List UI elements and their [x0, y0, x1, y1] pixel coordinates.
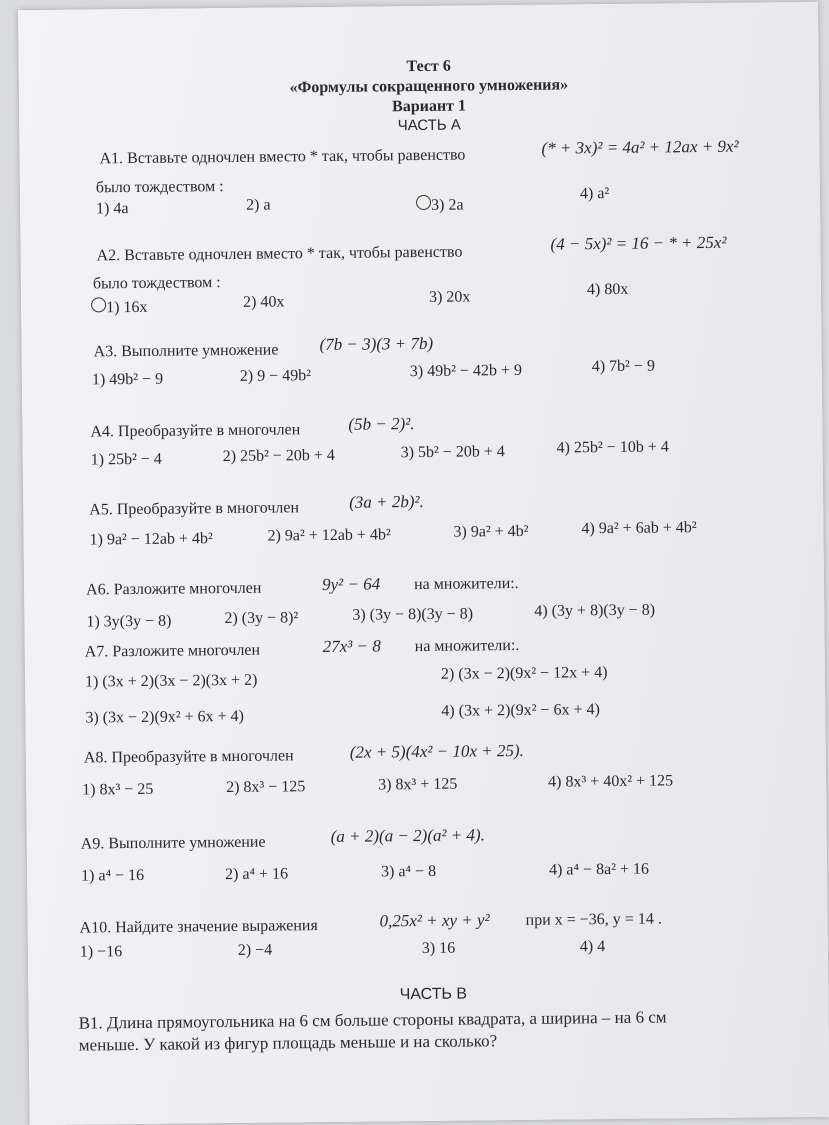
question-a4-expression: (5b − 2)².: [348, 414, 415, 434]
question-a3-text: А3. Выполните умножение: [93, 341, 279, 361]
question-a1-option-3-text: 3) 2a: [430, 196, 464, 214]
question-a4-option-2: 2) 25b² − 20b + 4: [222, 446, 335, 466]
question-a10-tail: при x = −36, y = 14 .: [525, 910, 662, 929]
question-a6-option-1: 1) 3y(3y − 8): [86, 612, 172, 631]
question-a6-text: А6. Разложите многочлен: [86, 579, 262, 599]
question-a1-option-1: 1) 4a: [96, 200, 129, 218]
test-sheet: [18, 2, 829, 1125]
question-a8-option-1: 1) 8x³ − 25: [82, 780, 154, 799]
question-a7-text: А7. Разложите многочлен: [84, 641, 261, 661]
question-a5-option-4: 4) 9a² + 6ab + 4b²: [581, 519, 697, 538]
question-a10-expression: 0,25x² + xy + y²: [379, 910, 490, 931]
question-a9-text: А9. Выполните умножение: [80, 833, 266, 853]
question-a5-expression: (3a + 2b)².: [349, 491, 424, 512]
question-a2-option-4: 4) 80x: [586, 280, 629, 299]
question-a4-option-4: 4) 25b² − 10b + 4: [556, 438, 669, 457]
question-a6-option-4: 4) (3y + 8)(3y − 8): [534, 601, 656, 620]
part-a-title: ЧАСТЬ А: [397, 116, 461, 135]
question-a5-text: А5. Преобразуйте в многочлен: [89, 499, 300, 519]
question-a5-option-2: 2) 9a² + 12ab + 4b²: [267, 526, 391, 545]
question-b1-line-2: меньше. У какой из фигур площадь меньше и на сколько?: [78, 1031, 498, 1055]
question-a7-option-4: 4) (3x + 2)(9x² − 6x + 4): [441, 701, 600, 720]
question-a10-option-3: 3) 16: [421, 939, 456, 958]
question-a7-option-3: 3) (3x − 2)(9x² + 6x + 4): [85, 707, 245, 727]
question-a9-expression: (a + 2)(a − 2)(a² + 4).: [330, 825, 486, 846]
question-a3-option-2: 2) 9 − 49b²: [239, 367, 312, 385]
question-a2-option-1-text: 1) 16x: [106, 298, 148, 317]
question-a3-option-4: 4) 7b² − 9: [591, 357, 656, 376]
question-a7-option-1: 1) (3x + 2)(3x − 2)(3x + 2): [84, 671, 258, 691]
question-a8-option-2: 2) 8x³ − 125: [226, 778, 306, 797]
question-a9-option-4: 4) a⁴ − 8a² + 16: [548, 860, 650, 879]
question-a8-option-4: 4) 8x³ + 40x² + 125: [548, 772, 674, 791]
question-a3-option-1: 1) 49b² − 9: [91, 370, 164, 389]
question-a10-text: А10. Найдите значение выражения: [79, 917, 318, 937]
question-a3-option-3: 3) 49b² − 42b + 9: [409, 361, 523, 381]
question-a2-expression: (4 − 5x)² = 16 − * + 25x²: [550, 232, 727, 254]
question-a1-option-3: [416, 195, 464, 215]
question-a8-expression: (2x + 5)(4x² − 10x + 25).: [349, 740, 524, 762]
question-a5-option-3: 3) 9a² + 4b²: [453, 522, 529, 541]
question-a1-expression: (* + 3x)² = 4a² + 12ax + 9x²: [541, 136, 739, 158]
answer-mark-circle-icon: [91, 297, 106, 312]
question-b1-line-1: В1. Длина прямоугольника на 6 см больше стороны квадрата, а ширина – на 6 см: [78, 1007, 667, 1033]
question-a2-option-3: 3) 20x: [428, 288, 471, 306]
question-a9-option-2: 2) a⁴ + 16: [224, 865, 289, 884]
question-a7-option-2: 2) (3x − 2)(9x² − 12x + 4): [440, 664, 608, 683]
question-a1-continuation: было тождеством :: [95, 178, 224, 197]
question-a1-option-2: 2) a: [245, 196, 271, 214]
question-a1-option-4: 4) a²: [579, 185, 610, 203]
question-a8-text: А8. Преобразуйте в многочлен: [83, 747, 294, 767]
question-a4-option-1: 1) 25b² − 4: [90, 450, 162, 469]
question-a6-option-3: 3) (3y − 8)(3y − 8): [352, 605, 474, 624]
question-a8-option-3: 3) 8x³ + 125: [378, 775, 458, 794]
question-a4-option-3: 3) 5b² − 20b + 4: [400, 443, 505, 462]
question-a6-tail: на множители:.: [413, 574, 519, 594]
question-a6-option-2: 2) (3y − 8)²: [224, 609, 299, 628]
question-a10-option-4: 4) 4: [579, 938, 606, 956]
answer-mark-circle-icon: [416, 195, 431, 210]
question-a2-continuation: было тождеством :: [92, 274, 221, 293]
test-title: Тест 6: [406, 57, 451, 76]
question-a9-option-3: 3) a⁴ − 8: [380, 862, 437, 881]
question-a2-text: А2. Вставьте одночлен вместо * так, чтобы равенство: [96, 243, 463, 265]
question-a3-expression: (7b − 3)(3 + 7b): [319, 333, 434, 355]
question-a7-tail: на множители:.: [414, 636, 520, 656]
question-a9-option-1: 1) a⁴ − 16: [81, 866, 145, 885]
question-a7-expression: 27x³ − 8: [322, 636, 381, 657]
question-a10-option-1: 1) −16: [79, 943, 123, 961]
variant-label: Вариант 1: [392, 97, 467, 116]
question-a1-text: А1. Вставьте одночлен вместо * так, чтобы равенство: [99, 146, 466, 168]
question-a2-option-2: 2) 40x: [243, 293, 285, 311]
question-a2-option-1: [91, 297, 148, 318]
question-a4-text: А4. Преобразуйте в многочлен: [90, 421, 301, 441]
question-a6-expression: 9y² − 64: [321, 574, 381, 595]
question-a5-option-1: 1) 9a² − 12ab + 4b²: [89, 530, 213, 549]
test-topic: «Формулы сокращенного умножения»: [289, 76, 569, 97]
part-b-title: ЧАСТЬ В: [399, 985, 468, 1004]
question-a10-option-2: 2) −4: [237, 941, 273, 959]
